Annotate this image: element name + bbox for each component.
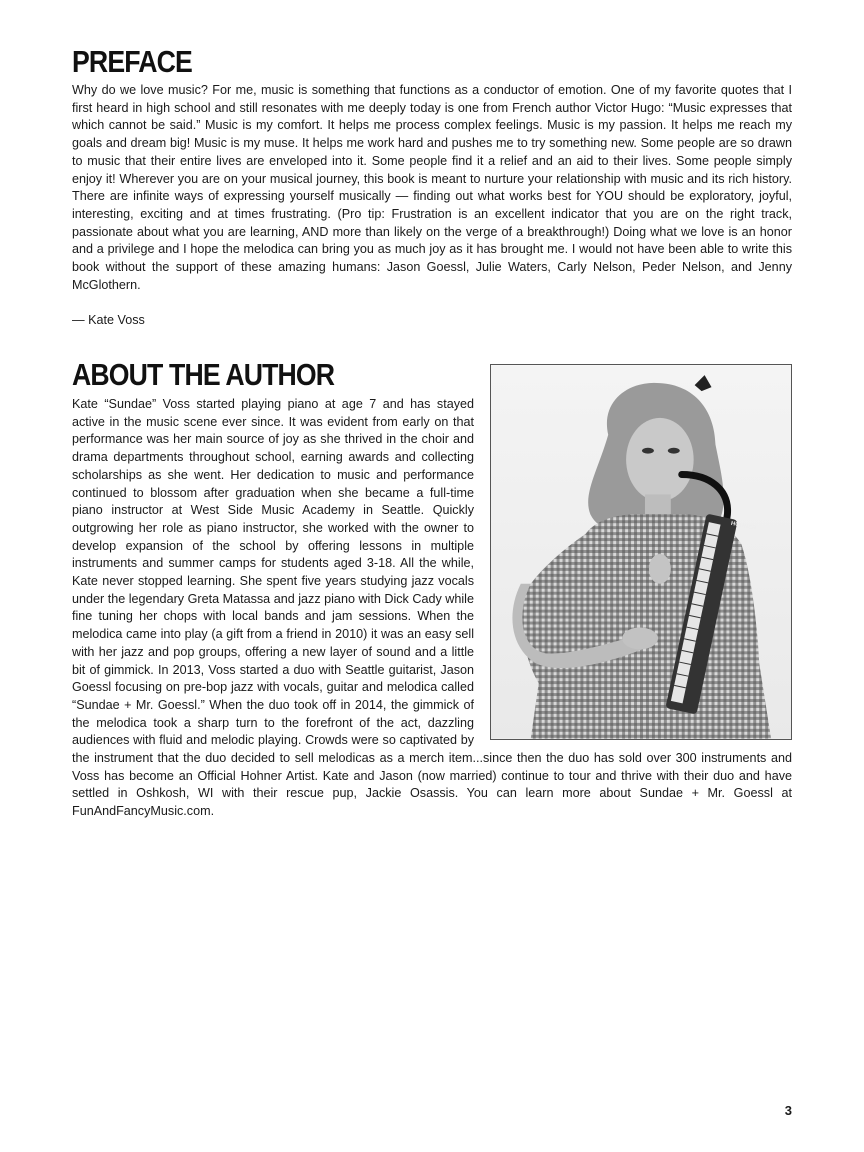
- preface-signature: — Kate Voss: [72, 313, 145, 327]
- preface-paragraph: Why do we love music? For me, music is something that functions as a conductor of emotion. One of my favorite quotes that I first heard in high school and still resonates with me deeply today is one from French author Victor Hugo: “Music expresses that which cannot be said.” Music is my comfort. It helps me process complex feelings. Music is my passion. It helps me reach my goals and dream big! Music is my muse. It helps me work hard and pushes me to try something new. Some people are so drawn to music that their entire lives are enveloped into it. Some people find it a relief and an aid to their lives. Some people simply enjoy it! Wherever you are on your musical journey, this book is meant to nurture your relationship with music and its rich history. There are infinite ways of expressing yourself musically — finding out what works best for YOU should be exploratory, joyful, interesting, exciting and at times frustrating. (Pro tip: Frustration is an excellent indicator that you are on the right track, passionate about what you are learning, AND more than likely on the verge of a breakthrough!) Doing what we love is an honor and a privilege and I hope the melodica can bring you as much joy as it has brought me. I would not have been able to write this book without the support of these amazing humans: Jason Goessl, Julie Waters, Carly Nelson, Peder Nelson, and Jenny McGlothern.: [72, 83, 792, 292]
- preface-heading: PREFACE: [72, 44, 192, 79]
- page-number: 3: [784, 1103, 792, 1118]
- about-author-heading: ABOUT THE AUTHOR: [72, 357, 335, 392]
- about-author-paragraph: Kate “Sundae” Voss started playing piano at age 7 and has stayed active in the music scene ever since. It was evident from early on that performance was her main source of joy as she thrived in the choir and drama departments throughout school, earning awards and collecting scholarships as she went. Her dedication to music and performance continued to blossom after graduation when she became a full-time piano instructor at West Side Music Academy in Seattle. Quickly outgrowing her role as piano instructor, she worked with the owner to develop expansion of the school by offering lessons in multiple instruments and summer camps for students aged 3-18. All the while, Kate never stopped learning. She spent five years studying jazz vocals under the legendary Greta Matassa and jazz piano with Dick Cady while fine tuning her chops with local bands and jam sessions. When the melodica came into play (a gift from a friend in 2010) it was an easy sell with her jazz and pop groups, offering a new layer of sound and a little bit of gimmick. In 2013, Voss started a duo with Seattle guitarist, Jason Goessl focusing on pre-bop jazz with vocals, guitar and melodica called “Sundae + Mr. Goessl.” When the duo took off in 2014, the gimmick of the melodica took a sharp turn to the forefront of the act, dazzling audiences with fluid and melodic playing. Crowds were so captivated by the instrument that the duo decided to sell melodicas as a merch item...since then the duo has sold over 300 instruments and Voss has become an Official Hohner Artist. Kate and Jason (now married) continue to tour and thrive with their duo and have settled in Oshkosh, WI with their rescue pup, Jackie Osassis. You can learn more about Sundae + Mr. Goessl at FunAndFancyMusic.com.: [72, 397, 792, 819]
- melodica-brand-label: HOHNER: [730, 520, 757, 533]
